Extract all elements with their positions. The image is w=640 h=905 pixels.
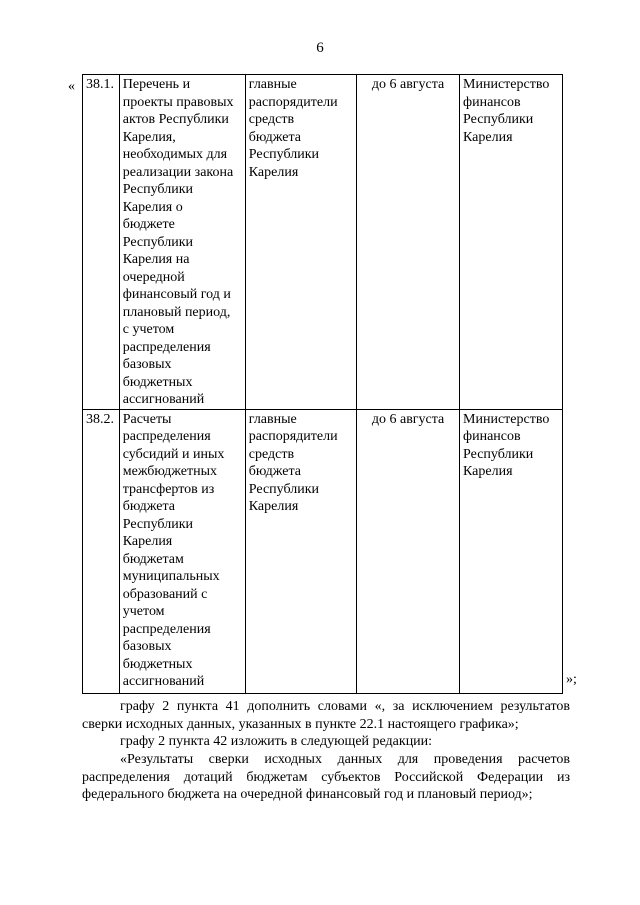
opening-quote: « [68,79,75,94]
cell-line: Республики [122,182,193,197]
amendment-paragraph-42-text: «Результаты сверки исходных данных для проведения расчетов распределения дотаций бюджетам субъектов Российской Федерации из федерального бюджета на очередной финансовый год и плановый период»; [82,752,570,802]
cell-line: образований с [122,586,208,602]
cell-line: распределения [122,621,211,637]
cell-line: очередной [122,269,185,285]
closing-quote: »; [566,672,577,687]
cell-line: распределения [122,339,211,355]
item-number-cell: 38.1. [83,75,120,410]
cell-line: трансфертов из [122,481,215,497]
cell-line: с учетом [122,322,175,337]
cell-line: ассигнований [122,392,205,407]
cell-line: Карелия [248,164,299,180]
cell-line: распорядители [248,429,338,444]
cell-line: главные [248,77,297,92]
cell-line: Республики [463,446,534,462]
amendment-paragraph-41: графу 2 пункта 41 дополнить словами «, за исключением результатов сверки исходных данных, указанных в пункте 22.1 настоящего графика»; [82,699,570,732]
cell-line: базовых [122,639,172,654]
item-name-cell [119,409,245,693]
cell-line: Расчеты [122,411,172,427]
cell-line: Республики [248,147,320,162]
cell-line: Карелия, [122,129,176,145]
cell-line: главные [248,411,297,427]
cell-line: финансов [463,429,521,444]
cell-line: средств [248,112,295,127]
responsible-cell [245,409,356,693]
cell-line: бюджета [122,499,175,514]
schedule-table [82,74,563,694]
cell-line: базовых [122,357,172,372]
deadline-cell: до 6 августа [357,75,460,410]
responsible-cell [245,75,356,410]
cell-line: финансов [463,94,521,110]
cell-line: распорядители [248,94,338,110]
cell-line: реализации закона [122,164,234,180]
cell-line: необходимых для [122,147,228,162]
cell-line: муниципальных [122,569,220,584]
cell-line: распределения [122,429,211,444]
cell-line: Карелия о [122,199,183,215]
cell-line: Карелия на [122,252,190,267]
cell-line: Министерство [463,411,550,427]
cell-line: Карелия [463,129,513,145]
table-row [83,409,563,693]
cell-line: межбюджетных [122,464,218,479]
cell-line: Республики [122,516,193,532]
cell-line: актов Республики [122,112,229,127]
cell-line: субсидий и иных [122,446,225,462]
amendment-paragraph-42: графу 2 пункта 42 изложить в следующей редакции: [120,734,433,749]
cell-line: Перечень и [122,77,191,92]
cell-line: ассигнований [122,674,205,689]
cell-line: Карелия [248,499,299,514]
deadline-cell: до 6 августа [357,409,460,693]
cell-line: финансовый год и [122,287,231,302]
cell-line: Карелия [122,534,173,549]
table-row [83,75,563,410]
cell-line: бюджета [248,129,301,145]
page-number: 6 [316,40,324,56]
cell-line: плановый период, [122,304,231,320]
cell-line: Республики [248,481,320,497]
cell-line: бюджета [248,464,301,479]
cell-line: Карелия [463,464,513,479]
cell-line: проекты правовых [122,94,234,110]
item-name-cell [119,75,245,410]
cell-line: бюджетных [122,374,193,390]
item-number-cell: 38.2. [83,409,120,693]
cell-line: учетом [122,604,165,619]
cell-line: Министерство [463,77,550,92]
cell-line: бюджетных [122,656,193,672]
executor-cell [460,75,563,410]
cell-line: Республики [122,234,193,250]
cell-line: средств [248,446,295,462]
cell-line: Республики [463,112,534,127]
executor-cell [460,409,563,693]
cell-line: бюджетам [122,551,184,567]
cell-line: бюджете [122,217,175,232]
